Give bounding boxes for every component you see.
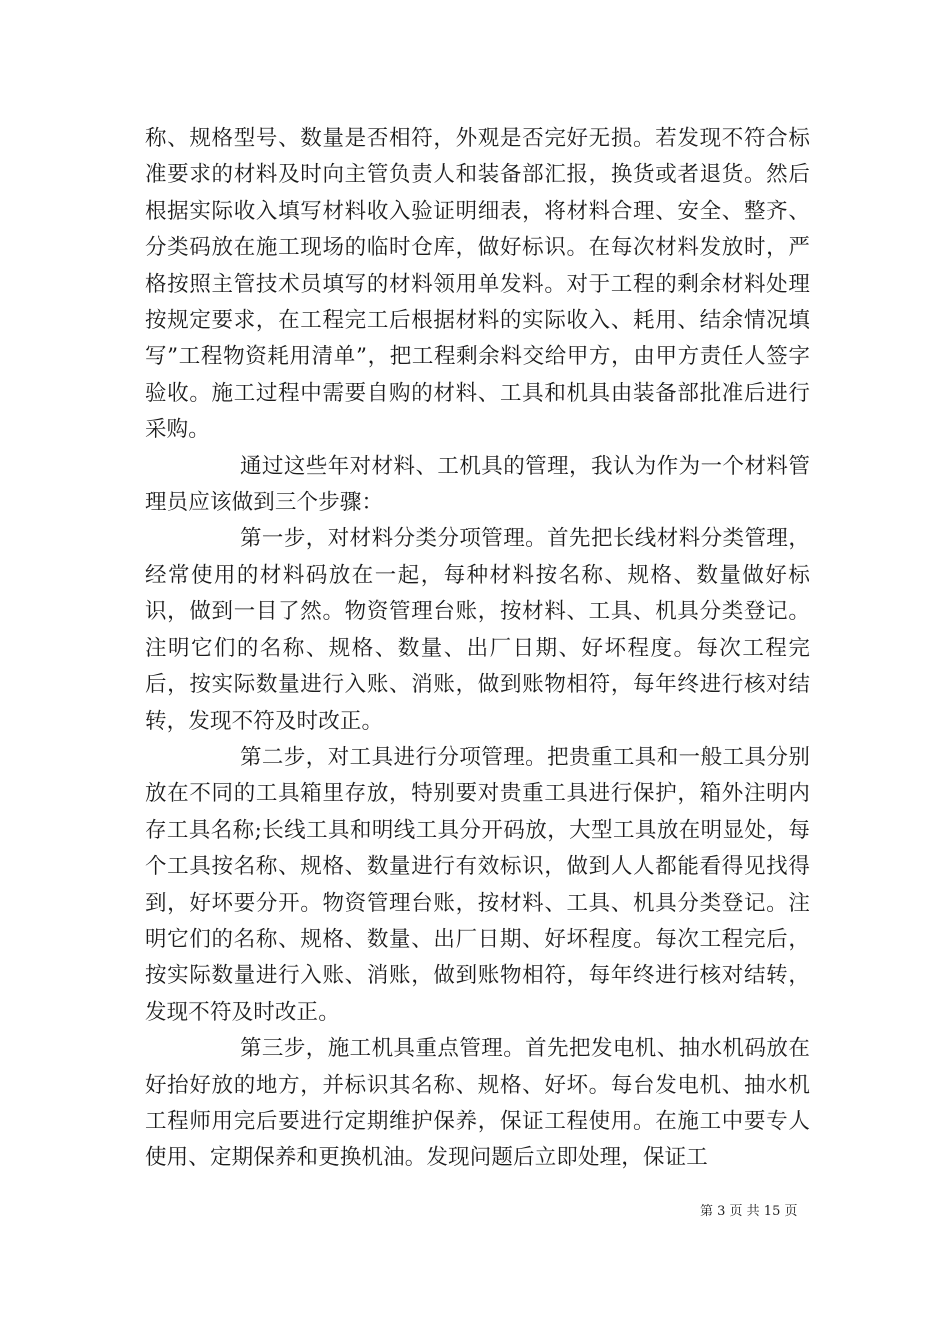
paragraph-materials-receiving: 称、规格型号、数量是否相符，外观是否完好无损。若发现不符合标准要求的材料及时向主管负责人和装备部汇报，换货或者退货。然后根据实际收入填写材料收入验证明细表，将材料合理、安全、整齐、分类码放在施工现场的临时仓库，做好标识。在每次材料发放时，严格按照主管技术员填写的材料领用单发料。对于工程的剩余材料处理按规定要求，在工程完工后根据材料的实际收入、耗用、结余情况填写”工程物资耗用清单”，把工程剩余料交给甲方，由甲方责任人签字验收。施工过程中需要自购的材料、工具和机具由装备部批准后进行采购。 <box>145 126 810 443</box>
paragraph-step-two: 第二步，对工具进行分项管理。把贵重工具和一般工具分别放在不同的工具箱里存放，特别要对贵重工具进行保护，箱外注明内存工具名称;长线工具和明线工具分开码放，大型工具放在明显处，每个工具按名称、规格、数量进行有效标识，做到人人都能看得见找得到，好坏要分开。物资管理台账，按材料、工具、机具分类登记。注明它们的名称、规格、数量、出厂日期、好坏程度。每次工程完后，按实际数量进行入账、消账，做到账物相符，每年终进行核对结转，发现不符及时改正。 <box>145 744 810 1025</box>
page-number: 第 3 页 共 15 页 <box>700 1204 798 1219</box>
body-text <box>145 121 810 1177</box>
paragraph-step-one: 第一步，对材料分类分项管理。首先把长线材料分类管理，经常使用的材料码放在一起，每种材料按名称、规格、数量做好标识，做到一目了然。物资管理台账，按材料、工具、机具分类登记。注明它们的名称、规格、数量、出厂日期、好坏程度。每次工程完后，按实际数量进行入账、消账，做到账物相符，每年终进行核对结转，发现不符及时改正。 <box>145 526 810 734</box>
paragraph-three-steps-intro: 通过这些年对材料、工机具的管理，我认为作为一个材料管理员应该做到三个步骤： <box>145 453 810 516</box>
paragraph-step-three: 第三步，施工机具重点管理。首先把发电机、抽水机码放在好抬好放的地方，并标识其名称、规格、好坏。每台发电机、抽水机工程师用完后要进行定期维护保养，保证工程使用。在施工中要专人使用、定期保养和更换机油。发现问题后立即处理，保证工 <box>145 1036 810 1171</box>
